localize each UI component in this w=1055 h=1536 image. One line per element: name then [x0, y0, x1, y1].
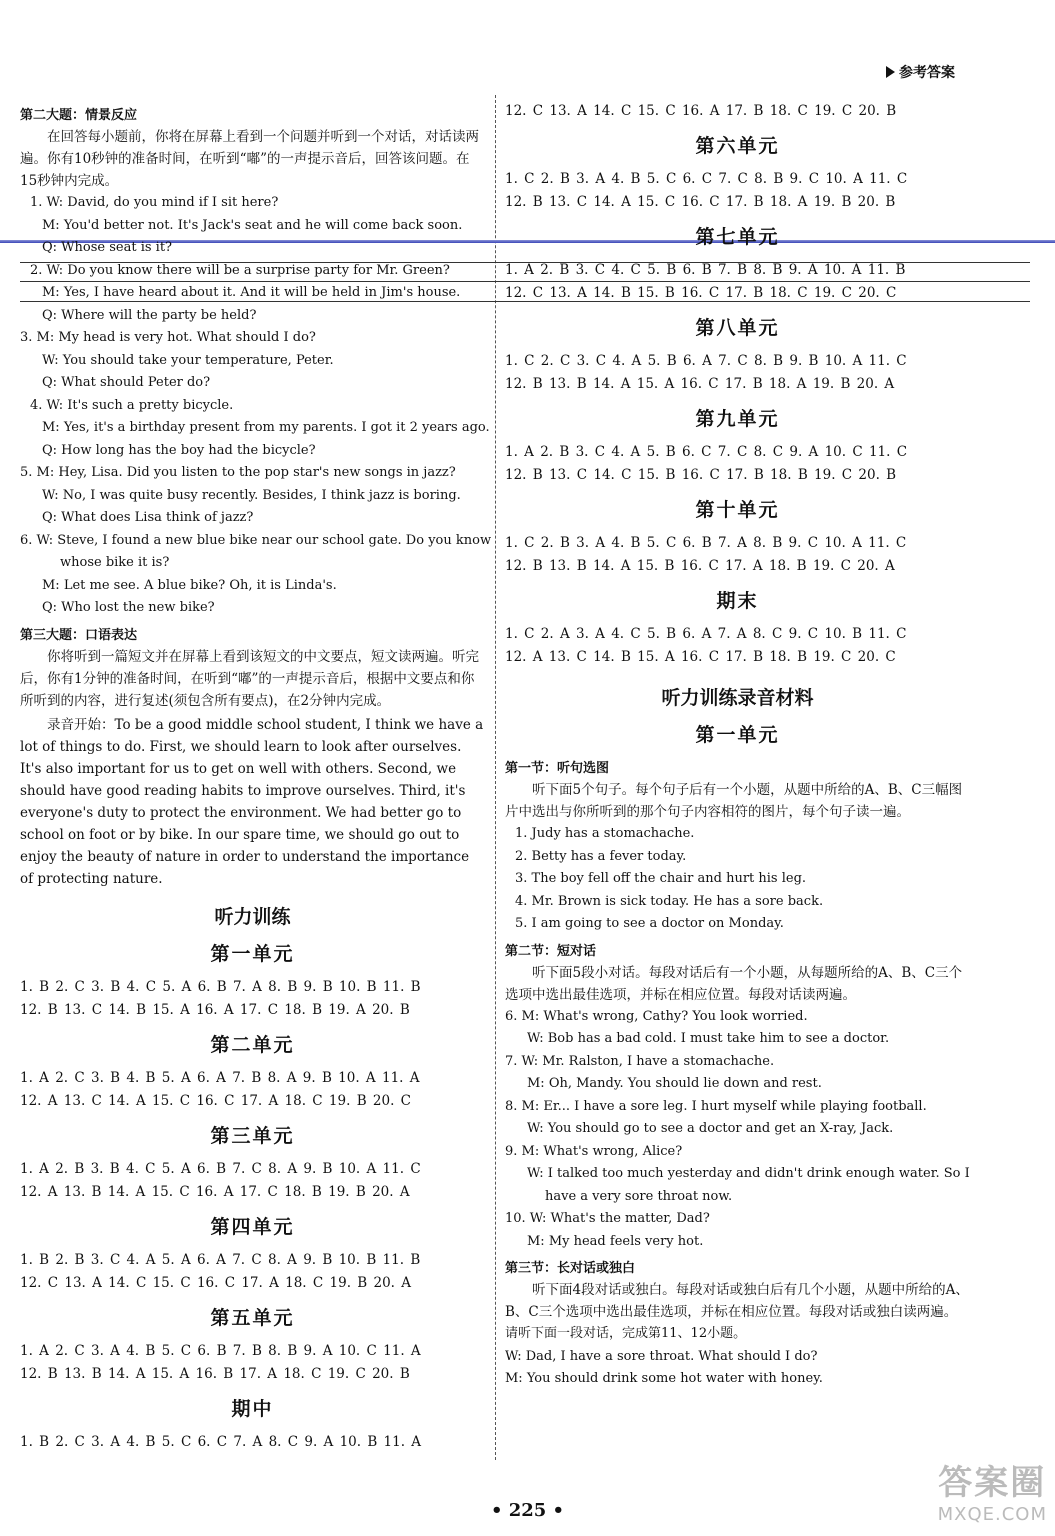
text-line: W: Dad, I have a sore throat. What should I do?	[505, 1348, 818, 1364]
answer-row: 1. C 2. B 3. A 4. B 5. C 6. C 7. C 8. B 9. C 10. A 11. C	[505, 171, 908, 187]
part2-title: 第二节：短对话	[505, 943, 597, 959]
unit-title: 第七单元	[695, 226, 780, 248]
text-line: M: Yes, it's a birthday present from my parents. I got it 2 years ago.	[42, 420, 490, 435]
text-line: M: You should drink some hot water with honey.	[505, 1371, 823, 1386]
answer-row: 12. B 13. C 14. C 15. B 16. C 17. B 18. B 19. C 20. B	[505, 467, 897, 483]
answer-row: 1. A 2. B 3. C 4. A 5. B 6. C 7. C 8. C 9. A 10. C 11. C	[505, 444, 908, 460]
part1-title: 第一节：听句选图	[505, 761, 610, 776]
unit-title: 第三单元	[210, 1124, 295, 1147]
answer-row: 1. A 2. C 3. A 4. B 5. C 6. B 7. B 8. B 9. A 10. C 11. A	[20, 1342, 421, 1359]
answer-row: 12. C 13. A 14. C 15. C 16. A 17. B 18. C 19. C 20. B	[505, 103, 897, 119]
unit-title: 第一单元	[210, 942, 295, 965]
right-answer-units	[505, 131, 970, 669]
text-line: W: No, I was quite busy recently. Besides, I think jazz is boring.	[42, 487, 461, 503]
answer-row: 1. A 2. B 3. C 4. C 5. B 6. B 7. B 8. B 9. A 10. A 11. B	[505, 262, 906, 278]
section3-title: 第三大题：口语表达	[20, 627, 138, 643]
text-line: 5. M: Hey, Lisa. Did you listen to the pop star's new songs in jazz?	[20, 465, 456, 480]
section3-text: 录音开始：To be a good middle school student, I think we have a lot of things to do. First, we should learn to look after ourselves. It's also important for us to get on well with others. Second, we should have good reading habits to improve ourselves. Third, it's everyone's duty to protect the environment. We had better go to school on foot or by bike. In our spare time, we should go out to enjoy the beauty of nature in order to understand the importance of protecting nature.	[20, 716, 484, 887]
answer-row: 12. B 13. B 14. A 15. A 16. C 17. B 18. A 19. B 20. A	[505, 376, 895, 392]
section3-intro: 你将听到一篇短文并在屏幕上看到该短文的中文要点，短文读两遍。听完后，你有1分钟的准备时间，在听到“嘟”的一声提示音后，根据中文要点和你所听到的内容，进行复述(须包含所有要点)，在2分钟内完成。	[20, 648, 479, 709]
unit-title: 第十单元	[695, 499, 780, 521]
part3-intro: 听下面4段对话或独白。每段对话或独白后有几个小题，从题中所给的A、B、C三个选项中选出最佳选项，并标在相应位置。每段对话或独白读两遍。	[505, 1282, 969, 1320]
unit-title: 第五单元	[210, 1306, 295, 1329]
part1-sentences	[505, 823, 970, 936]
text-line: 2. W: Do you know there will be a surprise party for Mr. Green?	[30, 262, 450, 278]
section2-dialogues	[20, 192, 492, 620]
listening-title: 听力训练	[214, 905, 291, 928]
answer-row: 12. C 13. A 14. B 15. B 16. C 17. B 18. C 19. C 20. C	[505, 285, 897, 301]
answer-row: 12. C 13. A 14. C 15. C 16. C 17. A 18. C 19. B 20. A	[20, 1274, 411, 1291]
part3-title: 第三节：长对话或独白	[505, 1261, 636, 1276]
section2-title: 第二大题：情景反应	[20, 108, 138, 123]
text-line: M: My head feels very hot.	[527, 1233, 704, 1249]
text-line: 6. W: Steve, I found a new blue bike near our school gate. Do you know	[20, 532, 492, 548]
part1-intro: 听下面5个句子。每个句子后有一个小题，从题中所给的A、B、C三幅图片中选出与你所听到的那个句子内容相符的图片，每个句子读一遍。	[505, 782, 963, 820]
left-answer-units	[20, 939, 485, 1454]
unit-title: 第八单元	[695, 317, 780, 339]
watermark-bottom: MXQE.COM	[937, 1504, 1047, 1525]
material-unit-title: 第一单元	[695, 724, 780, 746]
text-line: 7. W: Mr. Ralston, I have a stomachache.	[505, 1053, 775, 1069]
unit-title: 期中	[231, 1397, 274, 1420]
text-line: 6. M: What's wrong, Cathy? You look worried.	[505, 1008, 808, 1024]
watermark-top: 答案圈	[938, 1463, 1047, 1503]
unit-title: 第六单元	[695, 135, 780, 157]
unit-title: 期末	[716, 590, 759, 612]
text-line: Q: Whose seat is it?	[42, 240, 173, 255]
unit-title: 第九单元	[695, 408, 780, 430]
left-column	[20, 100, 492, 1454]
text-line: 8. M: Er... I have a sore leg. I hurt myself while playing football.	[505, 1098, 927, 1114]
text-line: 9. M: What's wrong, Alice?	[505, 1143, 683, 1159]
text-line: 2. Betty has a fever today.	[515, 848, 687, 864]
answer-row: 1. C 2. C 3. C 4. A 5. B 6. A 7. C 8. B 9. B 10. A 11. C	[505, 353, 907, 369]
text-line: Q: What should Peter do?	[42, 375, 211, 390]
text-line: whose bike it is?	[60, 555, 170, 570]
answer-row: 12. B 13. B 14. A 15. B 16. C 17. A 18. B 19. C 20. A	[505, 558, 895, 574]
answer-row: 1. C 2. A 3. A 4. C 5. B 6. A 7. A 8. C 9. C 10. B 11. C	[505, 626, 907, 642]
text-line: 4. W: It's such a pretty bicycle.	[30, 397, 234, 413]
answer-row: 12. B 13. C 14. A 15. C 16. C 17. B 18. A 19. B 20. B	[505, 194, 896, 210]
unit-title: 第四单元	[210, 1215, 295, 1238]
right-column	[505, 100, 970, 1391]
text-line: 3. The boy fell off the chair and hurt his leg.	[515, 871, 807, 886]
part3-dialogues	[505, 1323, 970, 1391]
text-line: 10. W: What's the matter, Dad?	[505, 1211, 710, 1226]
unit-title: 第二单元	[210, 1033, 295, 1056]
answer-row: 12. B 13. B 14. A 15. A 16. B 17. A 18. C 19. C 20. B	[20, 1365, 410, 1382]
text-line: 请听下面一段对话，完成第11、12小题。	[505, 1326, 747, 1341]
triangle-icon	[886, 66, 895, 78]
answer-row: 1. A 2. B 3. B 4. C 5. A 6. B 7. C 8. A 9. B 10. A 11. C	[20, 1160, 421, 1177]
text-line: W: You should take your temperature, Peter.	[42, 352, 334, 368]
answer-row: 12. A 13. B 14. A 15. C 16. A 17. C 18. B 19. B 20. A	[20, 1183, 410, 1200]
text-line: W: Bob has a bad cold. I must take him to see a doctor.	[527, 1031, 890, 1046]
column-divider	[495, 95, 496, 1460]
text-line: W: I talked too much yesterday and didn't drink enough water. So I	[527, 1166, 970, 1181]
text-line: 1. Judy has a stomachache.	[515, 826, 695, 841]
answer-row: 1. C 2. B 3. A 4. B 5. C 6. B 7. A 8. B 9. C 10. A 11. C	[505, 535, 907, 551]
text-line: Q: How long has the boy had the bicycle?	[42, 442, 316, 458]
answer-row: 1. B 2. C 3. B 4. C 5. A 6. B 7. A 8. B 9. B 10. B 11. B	[20, 978, 421, 995]
material-title: 听力训练录音材料	[661, 687, 814, 709]
answer-row: 12. B 13. C 14. B 15. A 16. A 17. C 18. B 19. A 20. B	[20, 1001, 410, 1018]
text-line: M: Yes, I have heard about it. And it will be held in Jim's house.	[42, 285, 461, 300]
text-line: M: Let me see. A blue bike? Oh, it is Linda's.	[42, 577, 337, 593]
answer-row: 1. B 2. B 3. C 4. A 5. A 6. A 7. C 8. A 9. B 10. B 11. B	[20, 1251, 421, 1268]
page-number: • 225 •	[490, 1500, 565, 1521]
text-line: 3. M: My head is very hot. What should I do?	[20, 330, 316, 345]
running-header: 参考答案	[886, 62, 955, 82]
answer-row: 1. A 2. C 3. B 4. B 5. A 6. A 7. B 8. A 9. B 10. A 11. A	[20, 1069, 420, 1086]
text-line: Q: Who lost the new bike?	[42, 600, 215, 615]
text-line: Q: Where will the party be held?	[42, 307, 257, 323]
watermark-logo	[938, 1455, 1047, 1525]
text-line: 4. Mr. Brown is sick today. He has a sore back.	[515, 893, 824, 909]
answer-row: 12. A 13. C 14. A 15. C 16. C 17. A 18. C 19. B 20. C	[20, 1092, 411, 1109]
text-line: have a very sore throat now.	[545, 1188, 733, 1204]
part2-dialogues	[505, 1006, 970, 1254]
part2-intro: 听下面5段小对话。每段对话后有一个小题，从每题所给的A、B、C三个选项中选出最佳选项，并标在相应位置。每段对话读两遍。	[505, 964, 963, 1003]
answer-row: 12. A 13. C 14. B 15. A 16. C 17. B 18. B 19. C 20. C	[505, 649, 896, 665]
answer-row: 1. B 2. C 3. A 4. B 5. C 6. C 7. A 8. C 9. A 10. B 11. A	[20, 1433, 422, 1450]
text-line: M: Oh, Mandy. You should lie down and rest.	[527, 1076, 822, 1091]
text-line: 1. W: David, do you mind if I sit here?	[30, 195, 279, 210]
section2-intro: 在回答每小题前，你将在屏幕上看到一个问题并听到一个对话，对话读两遍。你有10秒钟的准备时间，在听到“嘟”的一声提示音后，回答该问题。在15秒钟内完成。	[20, 129, 479, 189]
text-line: 5. I am going to see a doctor on Monday.	[515, 916, 784, 931]
text-line: M: You'd better not. It's Jack's seat and he will come back soon.	[42, 217, 463, 233]
text-line: Q: What does Lisa think of jazz?	[42, 510, 254, 525]
text-line: W: You should go to see a doctor and get an X-ray, Jack.	[527, 1121, 894, 1136]
